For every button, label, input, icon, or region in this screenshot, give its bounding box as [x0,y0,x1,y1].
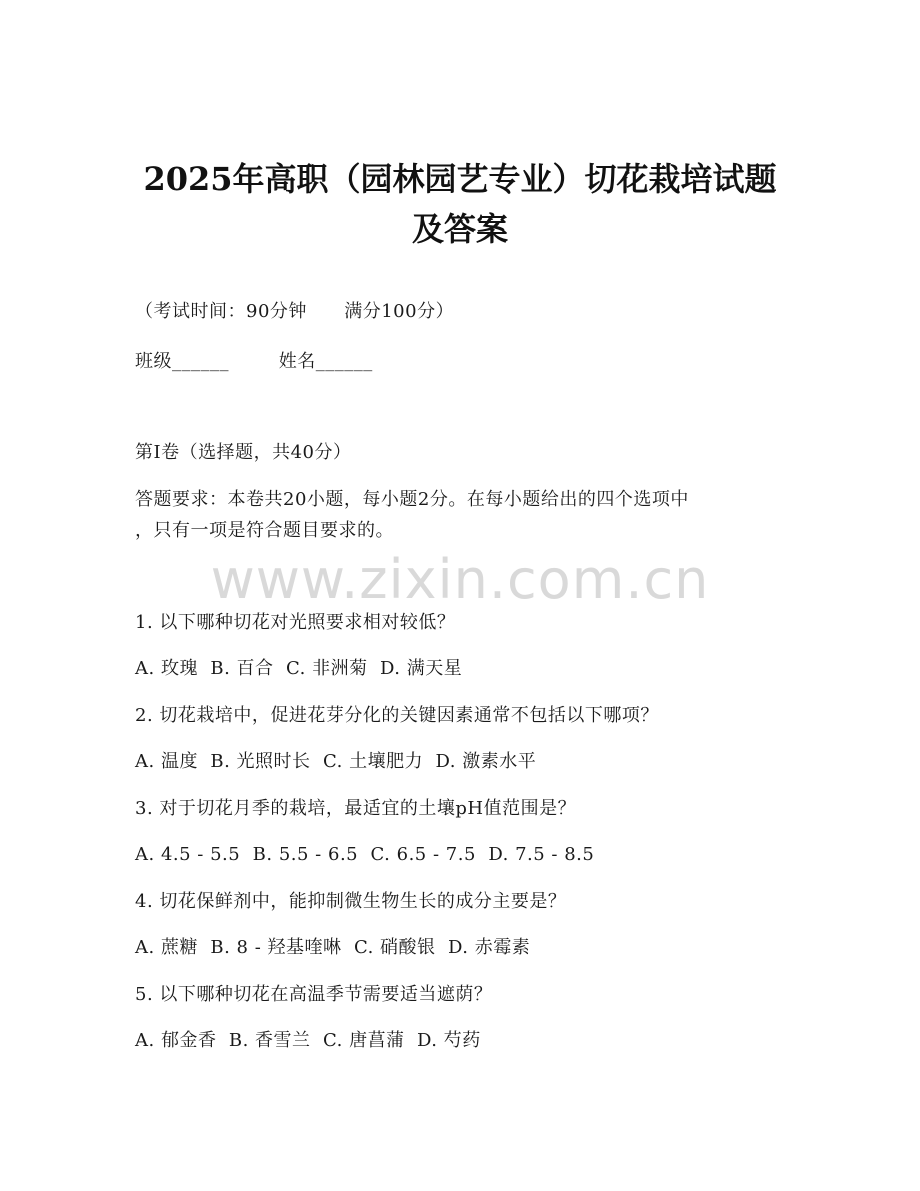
section-heading: 第I卷（选择题，共40分） [135,442,352,463]
question-5-stem: 5. 以下哪种切花在高温季节需要适当遮荫？ [135,984,493,1005]
question-2-options: A. 温度 B. 光照时长 C. 土壤肥力 D. 激素水平 [135,751,537,772]
watermark: www.zixin.com.cn [210,548,710,611]
document-title-line-2: 及答案 [411,210,508,248]
exam-info: （考试时间：90分钟 满分100分） [135,301,455,322]
student-info-fields: 班级______ 姓名______ [135,351,373,372]
question-4-options: A. 蔗糖 B. 8 - 羟基喹啉 C. 硝酸银 D. 赤霉素 [135,937,531,958]
question-4-stem: 4. 切花保鲜剂中，能抑制微生物生长的成分主要是？ [135,891,567,912]
instructions-line-1: 答题要求：本卷共20小题，每小题2分。在每小题给出的四个选项中 [135,489,689,510]
question-2-stem: 2. 切花栽培中，促进花芽分化的关键因素通常不包括以下哪项？ [135,705,659,726]
document-title-line-1: 2025年高职（园林园艺专业）切花栽培试题 [143,160,777,198]
question-1-options: A. 玫瑰 B. 百合 C. 非洲菊 D. 满天星 [135,658,463,679]
question-1-stem: 1. 以下哪种切花对光照要求相对较低？ [135,612,456,633]
question-3-options: A. 4.5 - 5.5 B. 5.5 - 6.5 C. 6.5 - 7.5 D. 7.5 - 8.5 [135,844,595,865]
question-5-options: A. 郁金香 B. 香雪兰 C. 唐菖蒲 D. 芍药 [135,1030,481,1051]
instructions-line-2: ，只有一项是符合题目要求的。 [135,520,394,541]
question-3-stem: 3. 对于切花月季的栽培，最适宜的土壤pH值范围是？ [135,798,577,819]
